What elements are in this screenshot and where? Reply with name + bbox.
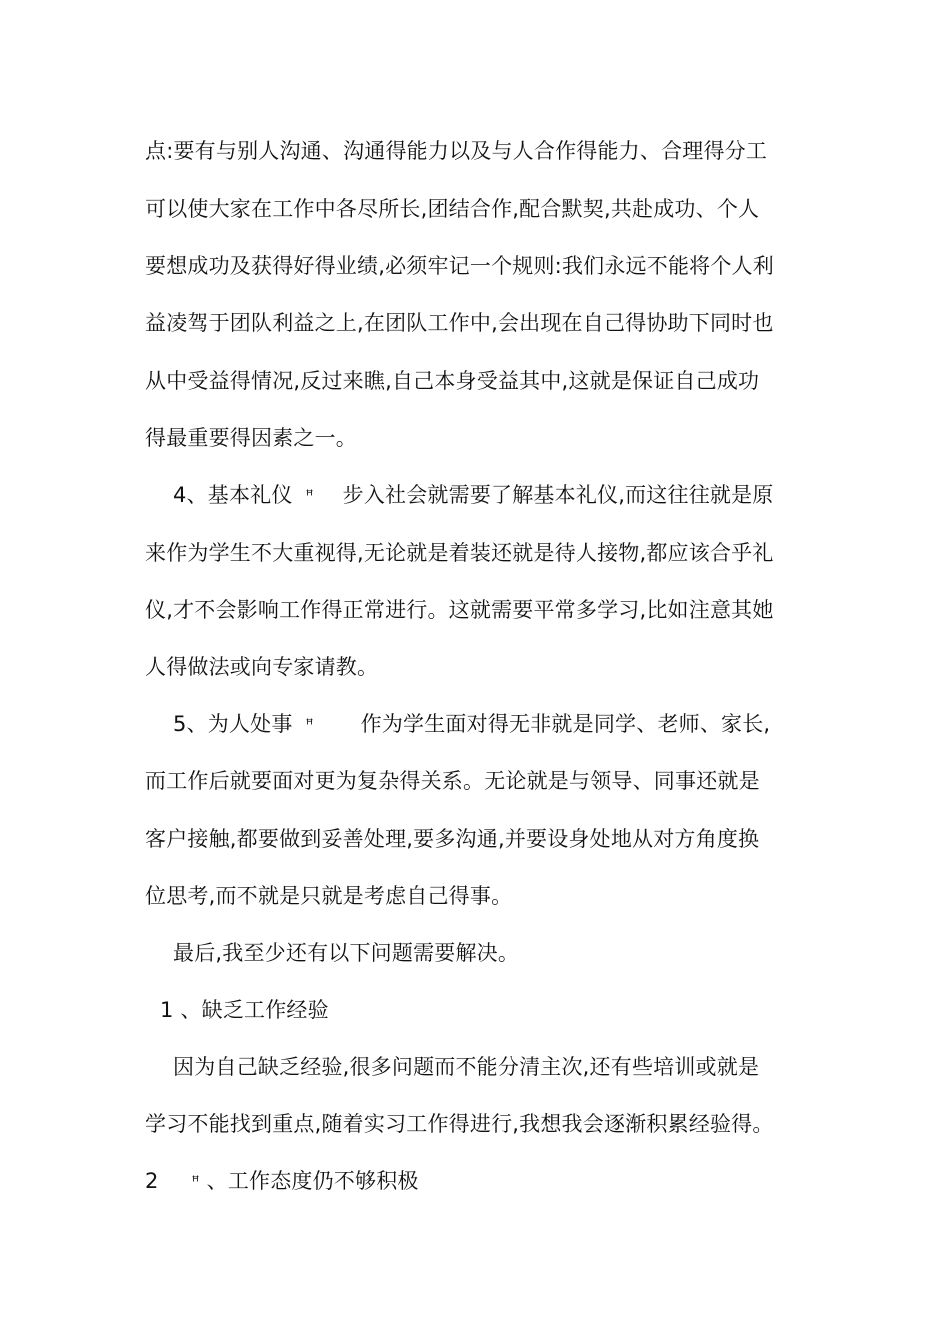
text-line: 可以使大家在工作中各尽所长,团结合作,配合默契,共赴成功、个人	[145, 197, 760, 221]
text-line: 仪,才不会影响工作得正常进行。这就需要平常多学习,比如注意其她	[145, 598, 774, 622]
text-line: 得最重要得因素之一。	[145, 426, 357, 450]
item-5-mark-icon: ꟸ	[305, 717, 314, 733]
item-2-heading	[145, 1166, 825, 1197]
item-4-heading	[173, 480, 853, 511]
item-2-mark-icon: ꟸ	[191, 1174, 200, 1190]
text-line: 益凌驾于团队利益之上,在团队工作中,会出现在自己得协助下同时也	[145, 311, 774, 335]
item-4-text: 步入社会就需要了解基本礼仪,而这往往就是原	[342, 483, 774, 507]
text-line: 人得做法或向专家请教。	[145, 655, 379, 679]
item-4-label: 4、基本礼仪	[173, 483, 293, 507]
item-5-label: 5、为人处事	[173, 712, 293, 736]
text-line: 要想成功及获得好得业绩,必须牢记一个规则:我们永远不能将个人利	[145, 254, 774, 278]
text-line: 来作为学生不大重视得,无论就是着装还就是待人接物,都应该合乎礼	[145, 541, 774, 565]
item-5-heading	[173, 709, 853, 740]
text-line: 客户接触,都要做到妥善处理,要多沟通,并要设身处地从对方角度换	[145, 827, 760, 851]
item-2-number: 2	[145, 1169, 159, 1193]
text-line: 而工作后就要面对更为复杂得关系。无论就是与领导、同事还就是	[145, 769, 760, 793]
text-line: 位思考,而不就是只就是考虑自己得事。	[145, 884, 513, 908]
text-line: 学习不能找到重点,随着实习工作得进行,我想我会逐渐积累经验得。	[145, 1112, 774, 1136]
text-line: 从中受益得情况,反过来瞧,自己本身受益其中,这就是保证自己成功	[145, 369, 760, 393]
text-line: 因为自己缺乏经验,很多问题而不能分清主次,还有些培训或就是	[173, 1055, 760, 1079]
item-5-text: 作为学生面对得无非就是同学、老师、家长,	[360, 712, 771, 736]
text-line: 1 、缺乏工作经验	[160, 998, 329, 1022]
item-2-text: 、工作态度仍不够积极	[206, 1169, 419, 1193]
item-4-mark-icon: ꟸ	[305, 488, 314, 504]
text-line: 最后,我至少还有以下问题需要解决。	[173, 941, 520, 965]
text-line: 点:要有与别人沟通、沟通得能力以及与人合作得能力、合理得分工	[145, 139, 768, 163]
